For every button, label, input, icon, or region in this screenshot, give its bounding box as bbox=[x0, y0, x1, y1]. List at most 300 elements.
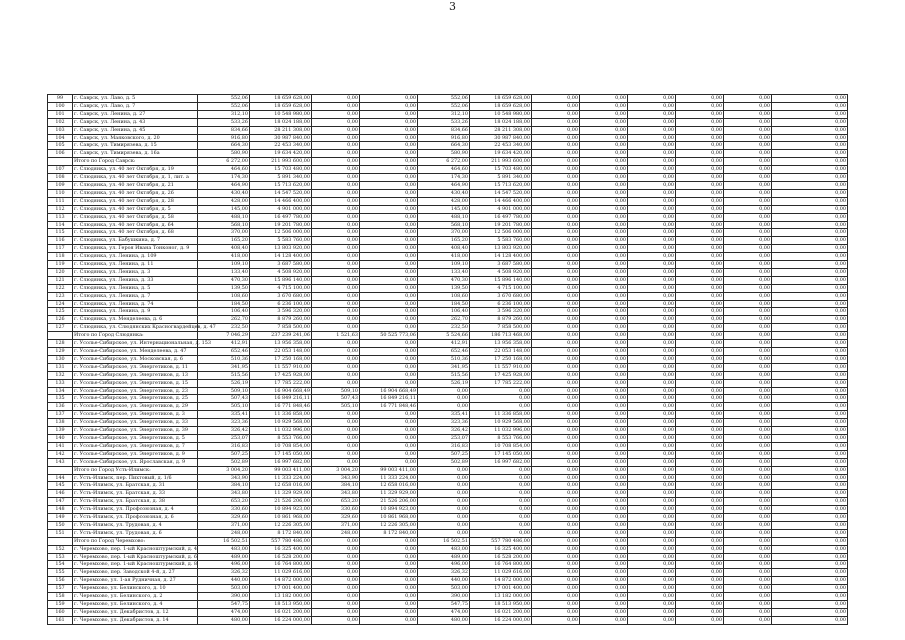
row-number: 120 bbox=[48, 268, 73, 276]
value-cell: 0,00 bbox=[724, 577, 772, 585]
value-cell: 408,40 bbox=[418, 245, 470, 253]
row-number: 110 bbox=[48, 189, 73, 197]
row-number: 159 bbox=[48, 601, 73, 609]
value-cell: 0,00 bbox=[312, 197, 360, 205]
value-cell: 0,00 bbox=[532, 585, 580, 593]
value-cell: 0,00 bbox=[580, 340, 628, 348]
value-cell: 0,00 bbox=[312, 205, 360, 213]
value-cell: 0,00 bbox=[312, 379, 360, 387]
table-row bbox=[48, 442, 848, 450]
value-cell: 0,00 bbox=[532, 482, 580, 490]
value-cell: 14 872 000,00 bbox=[250, 577, 312, 585]
value-cell: 0,00 bbox=[580, 569, 628, 577]
value-cell: 0,00 bbox=[418, 466, 470, 474]
value-cell: 0,00 bbox=[628, 506, 676, 514]
value-cell: 0,00 bbox=[676, 221, 724, 229]
address-cell: г. Усолье-Сибирское, ул. Энергетиков, д. 15 bbox=[73, 379, 198, 387]
table-row bbox=[48, 324, 848, 332]
value-cell: 526,19 bbox=[198, 379, 250, 387]
value-cell: 0,00 bbox=[628, 245, 676, 253]
value-cell: 16 325 400,00 bbox=[470, 545, 532, 553]
value-cell: 4 901 000,00 bbox=[250, 205, 312, 213]
value-cell: 0,00 bbox=[772, 506, 848, 514]
row-number: 142 bbox=[48, 450, 73, 458]
table-row bbox=[48, 340, 848, 348]
value-cell: 11 329 929,00 bbox=[250, 490, 312, 498]
value-cell: 0,00 bbox=[628, 482, 676, 490]
value-cell: 0,00 bbox=[580, 608, 628, 616]
value-cell: 19 634 420,00 bbox=[470, 150, 532, 158]
table-row bbox=[48, 284, 848, 292]
value-cell: 0,00 bbox=[312, 134, 360, 142]
value-cell: 0,00 bbox=[580, 316, 628, 324]
value-cell: 16 771 848,46 bbox=[360, 403, 418, 411]
row-number: 156 bbox=[48, 577, 73, 585]
table-row bbox=[48, 348, 848, 356]
value-cell: 15 896 140,00 bbox=[470, 276, 532, 284]
value-cell: 0,00 bbox=[676, 237, 724, 245]
value-cell: 13 956 358,00 bbox=[250, 340, 312, 348]
value-cell: 10 894 923,00 bbox=[250, 506, 312, 514]
value-cell: 0,00 bbox=[312, 601, 360, 609]
value-cell: 3 596 320,00 bbox=[250, 308, 312, 316]
value-cell: 0,00 bbox=[676, 498, 724, 506]
value-cell: 237 239 241,06 bbox=[250, 332, 312, 340]
value-cell: 0,00 bbox=[628, 553, 676, 561]
value-cell: 568,10 bbox=[418, 221, 470, 229]
value-cell: 0,00 bbox=[772, 561, 848, 569]
value-cell: 326,32 bbox=[198, 569, 250, 577]
value-cell: 0,00 bbox=[628, 102, 676, 110]
value-cell: 0,00 bbox=[418, 482, 470, 490]
value-cell: 16 849 216,11 bbox=[360, 395, 418, 403]
value-cell: 0,00 bbox=[360, 561, 418, 569]
value-cell: 0,00 bbox=[312, 434, 360, 442]
value-cell: 0,00 bbox=[628, 142, 676, 150]
value-cell: 0,00 bbox=[628, 118, 676, 126]
value-cell: 0,00 bbox=[580, 95, 628, 103]
subtotal-row bbox=[48, 537, 848, 545]
address-cell: г. Усолье-Сибирское, ул. Энергетиков, д. 9 bbox=[73, 450, 198, 458]
value-cell: 552,06 bbox=[198, 102, 250, 110]
value-cell: 0,00 bbox=[580, 197, 628, 205]
value-cell: 186 713 468,00 bbox=[470, 332, 532, 340]
value-cell: 0,00 bbox=[312, 284, 360, 292]
value-cell: 0,00 bbox=[628, 371, 676, 379]
value-cell: 0,00 bbox=[312, 292, 360, 300]
value-cell: 384,10 bbox=[198, 482, 250, 490]
value-cell: 12 658 016,00 bbox=[360, 482, 418, 490]
value-cell: 0,00 bbox=[360, 142, 418, 150]
value-cell: 253,07 bbox=[198, 434, 250, 442]
value-cell: 0,00 bbox=[772, 427, 848, 435]
table-row bbox=[48, 616, 848, 624]
value-cell: 0,00 bbox=[312, 276, 360, 284]
value-cell: 0,00 bbox=[580, 332, 628, 340]
value-cell: 0,00 bbox=[676, 466, 724, 474]
row-number: 152 bbox=[48, 545, 73, 553]
value-cell: 0,00 bbox=[772, 593, 848, 601]
value-cell: 0,00 bbox=[676, 126, 724, 134]
value-cell: 0,00 bbox=[628, 158, 676, 166]
value-cell: 0,00 bbox=[772, 395, 848, 403]
address-cell: г. Черемхово, ул. Белинского, д. 10 bbox=[73, 585, 198, 593]
value-cell: 370,00 bbox=[198, 229, 250, 237]
value-cell: 10 708 854,00 bbox=[250, 442, 312, 450]
value-cell: 17 250 168,00 bbox=[470, 355, 532, 363]
value-cell: 12 506 000,00 bbox=[470, 229, 532, 237]
value-cell: 0,00 bbox=[360, 221, 418, 229]
table-row bbox=[48, 387, 848, 395]
value-cell: 0,00 bbox=[628, 561, 676, 569]
value-cell: 0,00 bbox=[580, 134, 628, 142]
value-cell: 0,00 bbox=[772, 537, 848, 545]
value-cell: 0,00 bbox=[628, 379, 676, 387]
value-cell: 0,00 bbox=[532, 237, 580, 245]
value-cell: 0,00 bbox=[360, 545, 418, 553]
table-row bbox=[48, 411, 848, 419]
value-cell: 464,90 bbox=[198, 181, 250, 189]
address-cell: г. Слюдянка, ул. Ленина, д. 109 bbox=[73, 253, 198, 261]
value-cell: 0,00 bbox=[532, 308, 580, 316]
value-cell: 0,00 bbox=[360, 229, 418, 237]
value-cell: 0,00 bbox=[676, 102, 724, 110]
value-cell: 0,00 bbox=[628, 403, 676, 411]
value-cell: 0,00 bbox=[470, 466, 532, 474]
value-cell: 0,00 bbox=[532, 474, 580, 482]
value-cell: 0,00 bbox=[360, 253, 418, 261]
table-row bbox=[48, 363, 848, 371]
value-cell: 0,00 bbox=[360, 134, 418, 142]
value-cell: 0,00 bbox=[676, 514, 724, 522]
value-cell: 343,80 bbox=[198, 490, 250, 498]
value-cell: 165,20 bbox=[418, 237, 470, 245]
table-row bbox=[48, 379, 848, 387]
address-cell: г. Слюдянка, ул. Ленина, д. 9 bbox=[73, 308, 198, 316]
value-cell: 0,00 bbox=[628, 348, 676, 356]
value-cell: 5 583 760,00 bbox=[250, 237, 312, 245]
value-cell: 0,00 bbox=[312, 181, 360, 189]
value-cell: 0,00 bbox=[360, 245, 418, 253]
value-cell: 0,00 bbox=[312, 616, 360, 624]
value-cell: 0,00 bbox=[628, 616, 676, 624]
value-cell: 0,00 bbox=[676, 379, 724, 387]
value-cell: 211 993 600,00 bbox=[250, 158, 312, 166]
value-cell: 0,00 bbox=[724, 229, 772, 237]
value-cell: 440,00 bbox=[198, 577, 250, 585]
table-row bbox=[48, 110, 848, 118]
value-cell: 0,00 bbox=[580, 110, 628, 118]
value-cell: 0,00 bbox=[628, 601, 676, 609]
address-cell: г. Усолье-Сибирское, ул. Энергетиков, д. 23 bbox=[73, 387, 198, 395]
address-cell: г. Слюдянка, ул. Ленина, д. 5 bbox=[73, 284, 198, 292]
address-cell: г. Черемхово, ул. 1-ая Рудничная, д. 27 bbox=[73, 577, 198, 585]
row-number: 101 bbox=[48, 110, 73, 118]
value-cell: 0,00 bbox=[312, 553, 360, 561]
row-number: 107 bbox=[48, 166, 73, 174]
value-cell: 0,00 bbox=[724, 434, 772, 442]
value-cell: 0,00 bbox=[772, 332, 848, 340]
table-row bbox=[48, 118, 848, 126]
value-cell: 0,00 bbox=[360, 340, 418, 348]
value-cell: 248,00 bbox=[198, 529, 250, 537]
value-cell: 0,00 bbox=[418, 521, 470, 529]
value-cell: 0,00 bbox=[676, 458, 724, 466]
address-cell: г. Слюдянка, ул. 40 лет Октября, д. 58 bbox=[73, 213, 198, 221]
row-number: 100 bbox=[48, 102, 73, 110]
value-cell: 0,00 bbox=[312, 221, 360, 229]
value-cell: 7 858 500,00 bbox=[250, 324, 312, 332]
address-cell: г. Черемхово, пер. Заводской 4-й, д. 27 bbox=[73, 569, 198, 577]
value-cell: 0,00 bbox=[532, 276, 580, 284]
value-cell: 0,00 bbox=[532, 529, 580, 537]
value-cell: 0,00 bbox=[580, 403, 628, 411]
row-number: 150 bbox=[48, 521, 73, 529]
value-cell: 0,00 bbox=[580, 261, 628, 269]
page-number: 3 bbox=[449, 0, 456, 13]
value-cell: 0,00 bbox=[418, 506, 470, 514]
value-cell: 0,00 bbox=[724, 261, 772, 269]
value-cell: 10 861 968,00 bbox=[250, 514, 312, 522]
table-row bbox=[48, 150, 848, 158]
value-cell: 184,50 bbox=[418, 300, 470, 308]
value-cell: 0,00 bbox=[724, 537, 772, 545]
row-number: 117 bbox=[48, 245, 73, 253]
row-number: 139 bbox=[48, 427, 73, 435]
value-cell: 0,00 bbox=[532, 268, 580, 276]
value-cell: 0,00 bbox=[676, 371, 724, 379]
value-cell: 16 849 216,11 bbox=[250, 395, 312, 403]
value-cell: 0,00 bbox=[532, 332, 580, 340]
table-row bbox=[48, 308, 848, 316]
value-cell: 0,00 bbox=[532, 300, 580, 308]
value-cell: 0,00 bbox=[676, 174, 724, 182]
value-cell: 0,00 bbox=[360, 442, 418, 450]
value-cell: 0,00 bbox=[532, 118, 580, 126]
value-cell: 0,00 bbox=[418, 474, 470, 482]
value-cell: 0,00 bbox=[628, 221, 676, 229]
value-cell: 16 764 800,00 bbox=[470, 561, 532, 569]
value-cell: 0,00 bbox=[628, 529, 676, 537]
value-cell: 0,00 bbox=[532, 537, 580, 545]
value-cell: 652,46 bbox=[198, 348, 250, 356]
row-number: 149 bbox=[48, 514, 73, 522]
value-cell: 0,00 bbox=[772, 379, 848, 387]
value-cell: 312,10 bbox=[198, 110, 250, 118]
table-row bbox=[48, 102, 848, 110]
value-cell: 0,00 bbox=[676, 253, 724, 261]
value-cell: 341,95 bbox=[418, 363, 470, 371]
table-row bbox=[48, 221, 848, 229]
value-cell: 0,00 bbox=[628, 332, 676, 340]
value-cell: 335,41 bbox=[418, 411, 470, 419]
value-cell: 0,00 bbox=[532, 158, 580, 166]
value-cell: 0,00 bbox=[772, 577, 848, 585]
value-cell: 489,00 bbox=[418, 553, 470, 561]
value-cell: 0,00 bbox=[532, 284, 580, 292]
value-cell: 0,00 bbox=[580, 268, 628, 276]
value-cell: 11 029 616,00 bbox=[470, 569, 532, 577]
value-cell: 0,00 bbox=[676, 292, 724, 300]
value-cell: 0,00 bbox=[312, 268, 360, 276]
value-cell: 0,00 bbox=[772, 189, 848, 197]
value-cell: 0,00 bbox=[772, 237, 848, 245]
value-cell: 0,00 bbox=[676, 616, 724, 624]
value-cell: 0,00 bbox=[724, 316, 772, 324]
value-cell: 580,90 bbox=[198, 150, 250, 158]
value-cell: 323,36 bbox=[418, 419, 470, 427]
value-cell: 0,00 bbox=[676, 608, 724, 616]
value-cell: 0,00 bbox=[360, 419, 418, 427]
value-cell: 390,00 bbox=[198, 593, 250, 601]
value-cell: 0,00 bbox=[312, 561, 360, 569]
value-cell: 0,00 bbox=[724, 490, 772, 498]
value-cell: 0,00 bbox=[360, 427, 418, 435]
value-cell: 0,00 bbox=[312, 442, 360, 450]
value-cell: 0,00 bbox=[772, 126, 848, 134]
address-cell: г. Слюдянка, ул. Бабушкина, д. 7 bbox=[73, 237, 198, 245]
address-cell: г. Слюдянка, ул. 40 лет Октября, д. 1, лит. а bbox=[73, 174, 198, 182]
value-cell: 0,00 bbox=[724, 569, 772, 577]
value-cell: 165,20 bbox=[198, 237, 250, 245]
value-cell: 0,00 bbox=[724, 284, 772, 292]
row-number: 109 bbox=[48, 181, 73, 189]
table-row bbox=[48, 229, 848, 237]
value-cell: 0,00 bbox=[360, 174, 418, 182]
value-cell: 0,00 bbox=[580, 292, 628, 300]
value-cell: 0,00 bbox=[312, 261, 360, 269]
value-cell: 547,75 bbox=[418, 601, 470, 609]
address-cell: г. Усть-Илимск, ул. Братская, д. 31 bbox=[73, 482, 198, 490]
value-cell: 0,00 bbox=[724, 482, 772, 490]
value-cell: 0,00 bbox=[532, 197, 580, 205]
table-row bbox=[48, 434, 848, 442]
value-cell: 0,00 bbox=[724, 95, 772, 103]
value-cell: 507,43 bbox=[198, 395, 250, 403]
table-row bbox=[48, 276, 848, 284]
value-cell: 0,00 bbox=[772, 482, 848, 490]
value-cell: 0,00 bbox=[312, 308, 360, 316]
value-cell: 0,00 bbox=[724, 340, 772, 348]
row-number: 143 bbox=[48, 458, 73, 466]
value-cell: 505,10 bbox=[312, 403, 360, 411]
value-cell: 0,00 bbox=[580, 205, 628, 213]
value-cell: 0,00 bbox=[532, 427, 580, 435]
value-cell: 0,00 bbox=[772, 466, 848, 474]
value-cell: 0,00 bbox=[676, 450, 724, 458]
address-cell: г. Черемхово, пер. 1-ый Красноштурмский, д. 4 bbox=[74, 545, 198, 552]
value-cell: 0,00 bbox=[676, 95, 724, 103]
address-cell: г. Усть-Илимск, ул. Трудовая, д. 4 bbox=[73, 521, 198, 529]
value-cell: 0,00 bbox=[676, 387, 724, 395]
value-cell: 510,36 bbox=[198, 355, 250, 363]
value-cell: 12 226 305,00 bbox=[360, 521, 418, 529]
value-cell: 0,00 bbox=[772, 529, 848, 537]
value-cell: 0,00 bbox=[580, 237, 628, 245]
value-cell: 0,00 bbox=[580, 395, 628, 403]
value-cell: 0,00 bbox=[470, 506, 532, 514]
value-cell: 0,00 bbox=[532, 616, 580, 624]
row-number: 127 bbox=[48, 324, 73, 332]
value-cell: 14 466 400,00 bbox=[250, 197, 312, 205]
value-cell: 21 526 206,00 bbox=[250, 498, 312, 506]
address-cell: г. Черемхово, пер. 1-ый Красноштурмский, д. 8 bbox=[74, 561, 198, 568]
value-cell: 3 670 680,00 bbox=[250, 292, 312, 300]
value-cell: 0,00 bbox=[724, 237, 772, 245]
value-cell: 0,00 bbox=[628, 174, 676, 182]
value-cell: 0,00 bbox=[312, 585, 360, 593]
value-cell: 0,00 bbox=[628, 593, 676, 601]
value-cell: 0,00 bbox=[470, 474, 532, 482]
value-cell: 0,00 bbox=[772, 474, 848, 482]
value-cell: 0,00 bbox=[580, 490, 628, 498]
value-cell: 0,00 bbox=[470, 521, 532, 529]
row-number: 112 bbox=[48, 205, 73, 213]
address-cell: г. Черемхово, ул. Белинского, д. 4 bbox=[73, 601, 198, 609]
value-cell: 133,40 bbox=[418, 268, 470, 276]
value-cell: 0,00 bbox=[418, 529, 470, 537]
value-cell: 0,00 bbox=[772, 371, 848, 379]
value-cell: 14 466 400,00 bbox=[470, 197, 532, 205]
value-cell: 0,00 bbox=[532, 261, 580, 269]
value-cell: 0,00 bbox=[772, 434, 848, 442]
value-cell: 17 001 400,00 bbox=[470, 585, 532, 593]
value-cell: 6 272,00 bbox=[418, 158, 470, 166]
value-cell: 515,56 bbox=[198, 371, 250, 379]
value-cell: 0,00 bbox=[628, 466, 676, 474]
value-cell: 0,00 bbox=[360, 181, 418, 189]
value-cell: 0,00 bbox=[580, 616, 628, 624]
value-cell: 11 336 858,00 bbox=[470, 411, 532, 419]
value-cell: 0,00 bbox=[532, 316, 580, 324]
value-cell: 0,00 bbox=[628, 577, 676, 585]
value-cell: 0,00 bbox=[628, 569, 676, 577]
address-cell: г. Слюдянка, ул. 40 лет Октября, д. 26 bbox=[73, 189, 198, 197]
value-cell: 0,00 bbox=[676, 363, 724, 371]
address-cell: г. Саврск, ул. Маяковского, д. 20 bbox=[73, 134, 198, 142]
value-cell: 0,00 bbox=[628, 253, 676, 261]
value-cell: 8 553 766,00 bbox=[250, 434, 312, 442]
value-cell: 0,00 bbox=[724, 268, 772, 276]
value-cell: 371,00 bbox=[312, 521, 360, 529]
value-cell: 0,00 bbox=[628, 585, 676, 593]
value-cell: 507,25 bbox=[418, 450, 470, 458]
row-number: 154 bbox=[48, 561, 73, 569]
address-cell: г. Усть-Илимск, пер. Пихтовый, д. 1/6 bbox=[73, 474, 198, 482]
value-cell: 0,00 bbox=[676, 419, 724, 427]
value-cell: 0,00 bbox=[312, 419, 360, 427]
value-cell: 16 497 780,00 bbox=[470, 213, 532, 221]
value-cell: 0,00 bbox=[724, 514, 772, 522]
row-number: 114 bbox=[48, 221, 73, 229]
value-cell: 3 687 580,00 bbox=[470, 261, 532, 269]
table-row bbox=[48, 134, 848, 142]
value-cell: 0,00 bbox=[312, 245, 360, 253]
value-cell: 0,00 bbox=[724, 450, 772, 458]
value-cell: 0,00 bbox=[772, 553, 848, 561]
value-cell: 6 272,00 bbox=[198, 158, 250, 166]
value-cell: 0,00 bbox=[532, 245, 580, 253]
table-row bbox=[48, 529, 848, 537]
value-cell: 0,00 bbox=[772, 340, 848, 348]
value-cell: 0,00 bbox=[532, 403, 580, 411]
value-cell: 0,00 bbox=[772, 213, 848, 221]
value-cell: 16 502,51 bbox=[198, 537, 250, 545]
value-cell: 0,00 bbox=[532, 419, 580, 427]
value-cell: 0,00 bbox=[676, 340, 724, 348]
value-cell: 0,00 bbox=[724, 379, 772, 387]
value-cell: 0,00 bbox=[312, 450, 360, 458]
